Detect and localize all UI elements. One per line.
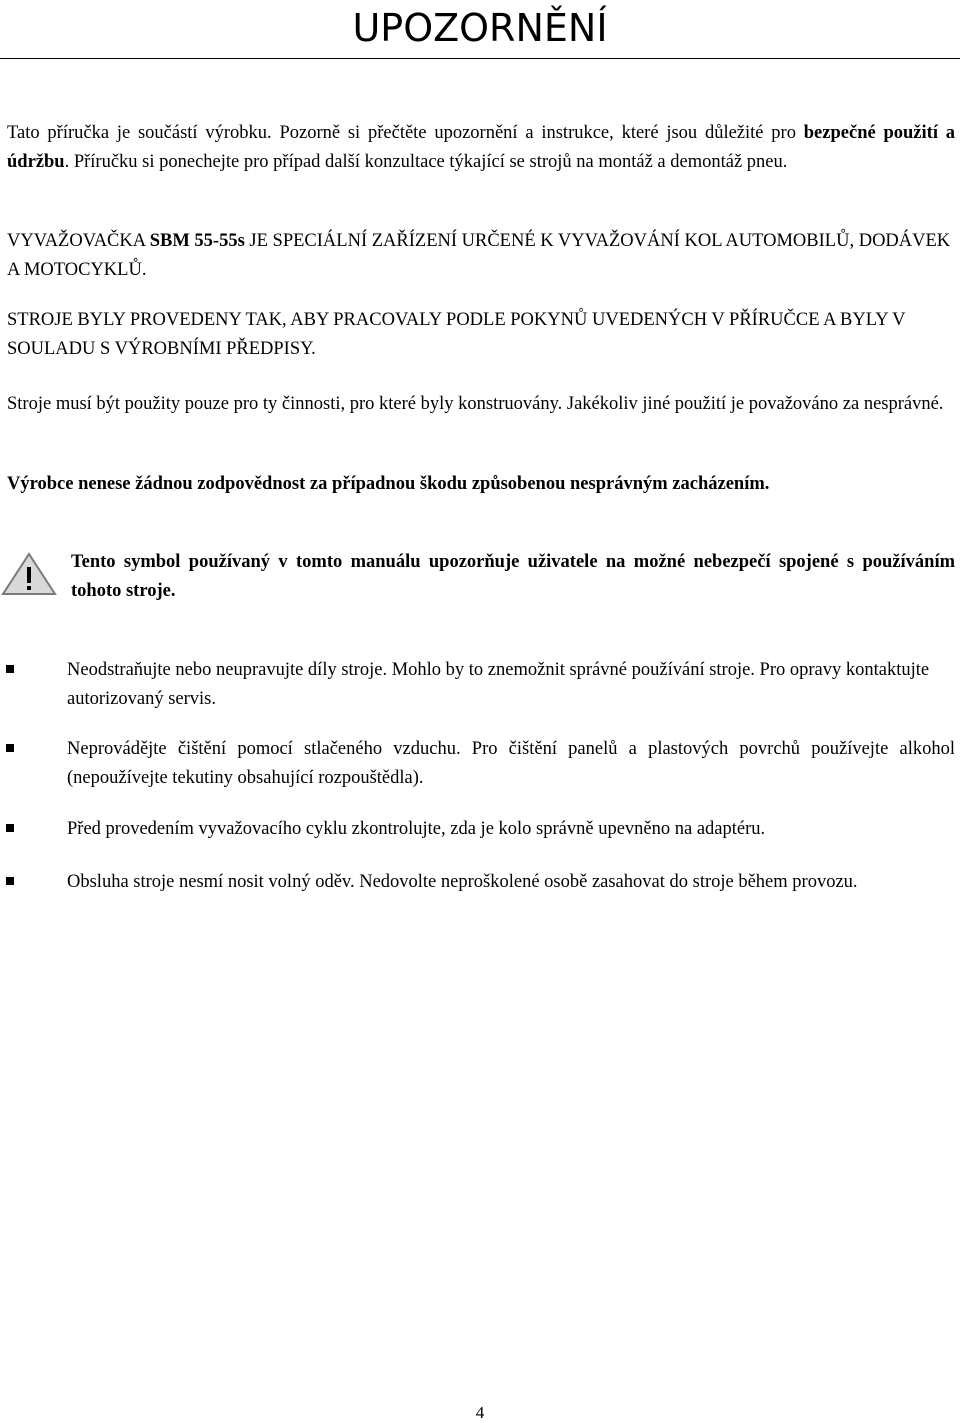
warning-notice	[0, 548, 960, 618]
balancer-text-2: JE SPECIÁLNÍ ZAŘÍZENÍ URČENÉ K VYVAŽOVÁNÍ KOL AUTOMOBILŮ, DODÁVEK A MOTOCYKLŮ.	[7, 231, 951, 280]
balancer-model: SBM 55-55s	[149, 231, 245, 251]
title-bar	[0, 0, 960, 59]
warning-triangle-icon	[1, 551, 57, 597]
bullet-square-icon	[6, 665, 14, 673]
bullet-square-icon	[6, 744, 14, 752]
intro-bold-text: bezpečné použití a údržbu	[7, 123, 956, 172]
compliance-paragraph: STROJE BYLY PROVEDENY TAK, ABY PRACOVALY PODLE POKYNŮ UVEDENÝCH V PŘÍRUČCE A BYLY V SOULADU S VÝROBNÍMI PŘEDPISY.	[7, 310, 906, 359]
intro-text-2: . Příručku si ponechejte pro případ další konzultace týkající se strojů na montáž a demontáž pneu.	[64, 152, 788, 172]
balancer-paragraph	[7, 227, 955, 285]
list-item-text: Neprovádějte čištění pomocí stlačeného vzduchu. Pro čištění panelů a plastových povrchů používejte alkohol (nepoužívejte tekutiny obsahující rozpouštědla).	[67, 739, 955, 788]
page-number: 4	[475, 1403, 485, 1422]
page-title: UPOZORNĚNÍ	[352, 6, 608, 50]
bullet-square-icon	[6, 877, 14, 885]
intro-paragraph	[7, 119, 955, 177]
intro-text-1: Tato příručka je součástí výrobku. Pozorně si přečtěte upozornění a instrukce, které jsou důležité pro	[7, 123, 804, 143]
list-item-text: Před provedením vyvažovacího cyklu zkontrolujte, zda je kolo správně upevněno na adaptéru.	[67, 819, 766, 839]
warning-text: Tento symbol používaný v tomto manuálu upozorňuje uživatele na možné nebezpečí spojené s používáním tohoto stroje.	[71, 552, 955, 601]
balancer-text-1: VYVAŽOVAČKA	[7, 231, 150, 251]
list-item-text: Obsluha stroje nesmí nosit volný oděv. Nedovolte neproškolené osobě zasahovat do stroje během provozu.	[67, 872, 858, 892]
usage-paragraph: Stroje musí být použity pouze pro ty činnosti, pro které byly konstruovány. Jakékoliv jiné použití je považováno za nesprávné.	[7, 394, 944, 414]
liability-paragraph: Výrobce nenese žádnou zodpovědnost za případnou škodu způsobenou nesprávným zacházením.	[7, 474, 770, 494]
list-item-text: Neodstraňujte nebo neupravujte díly stroje. Mohlo by to znemožnit správné používání stroje. Pro opravy kontaktujte autorizovaný servis.	[67, 660, 930, 709]
bullet-square-icon	[6, 824, 14, 832]
